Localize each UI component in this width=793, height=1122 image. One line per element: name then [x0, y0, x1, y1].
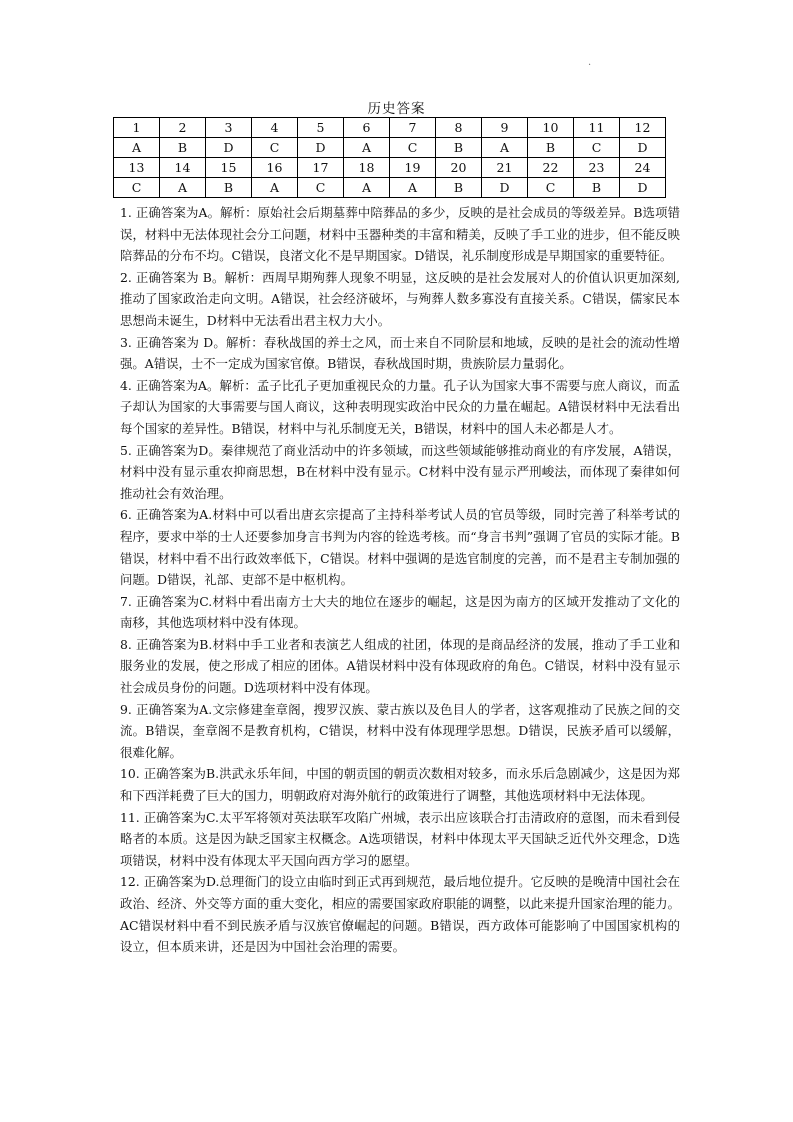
- table-cell: 12: [620, 118, 666, 138]
- table-cell: 4: [252, 118, 298, 138]
- explanation-paragraph: 11. 正确答案为C.太平军将领对英法联军攻陷广州城，表示出应该联合打击清政府的意图，而未看到侵略者的本质。这是因为缺乏国家主权概念。A选项错误，材料中体现太平天国缺乏近代外交理念，D选项错误，材料中没有体现太平天国向西方学习的愿望。: [120, 809, 680, 868]
- table-cell: 3: [206, 118, 252, 138]
- table-cell: A: [482, 138, 528, 158]
- table-cell: D: [482, 178, 528, 198]
- table-cell: 9: [482, 118, 528, 138]
- explanation-paragraph: 5. 正确答案为D。秦律规范了商业活动中的许多领域，而这些领域能够推动商业的有序发展，A错误，材料中没有显示重农抑商思想，B在材料中没有显示。C材料中没有显示严刑峻法，而体现了秦律如何推动社会有效治理。: [120, 442, 680, 501]
- answer-key-table: [113, 117, 666, 198]
- table-cell: 2: [160, 118, 206, 138]
- table-cell: 1: [114, 118, 160, 138]
- table-cell: A: [344, 138, 390, 158]
- explanation-paragraph: 6. 正确答案为A.材料中可以看出唐玄宗提高了主持科举考试人员的官员等级，同时完善了科举考试的程序，要求中举的士人还要参加身言书判为内容的铨选考核。而“身言书判”强调了官员的实际才能。B错误，材料中看不出行政效率低下，C错误。材料中强调的是选官制度的完善，而不是君主专制加强的问题。D错误，礼部、吏部不是中枢机构。: [120, 507, 680, 588]
- table-row: [114, 178, 666, 198]
- table-cell: 13: [114, 158, 160, 178]
- table-cell: 24: [620, 158, 666, 178]
- table-cell: 7: [390, 118, 436, 138]
- table-cell: 15: [206, 158, 252, 178]
- table-cell: 8: [436, 118, 482, 138]
- explanation-paragraph: 2. 正确答案为 B。解析：西周早期殉葬人现象不明显，这反映的是社会发展对人的价值认识更加深刻,推动了国家政治走向文明。A错误，社会经济破坏，与殉葬人数多寡没有直接关系。C错误，儒家民本思想尚未诞生，D材料中无法看出君主权力大小。: [120, 269, 680, 328]
- table-cell: A: [160, 178, 206, 198]
- table-cell: C: [574, 138, 620, 158]
- table-cell: B: [206, 178, 252, 198]
- table-cell: 17: [298, 158, 344, 178]
- table-cell: B: [528, 138, 574, 158]
- table-row: [114, 138, 666, 158]
- table-cell: A: [252, 178, 298, 198]
- explanation-paragraph: 4. 正确答案为A。解析：孟子比孔子更加重视民众的力量。孔子认为国家大事不需要与庶人商议，而孟子却认为国家的大事需要与国人商议，这种表明现实政治中民众的力量在崛起。A错误材料中无法看出每个国家的差异性。B错误，材料中与礼乐制度无关，B错误，材料中的国人未必都是人才。: [120, 377, 680, 436]
- explanation-paragraph: 3. 正确答案为 D。解析：春秋战国的养士之风，而士来自不同阶层和地域，反映的是社会的流动性增强。A错误，士不一定成为国家官僚。B错误，春秋战国时期，贵族阶层力量弱化。: [120, 334, 680, 372]
- table-row: [114, 158, 666, 178]
- explanation-paragraph: 7. 正确答案为C.材料中看出南方士大夫的地位在逐步的崛起，这是因为南方的区域开发推动了文化的南移，其他选项材料中没有体现。: [120, 593, 680, 631]
- explanation-paragraph: 9. 正确答案为A.文宗修建奎章阁，搜罗汉族、蒙古族以及色目人的学者，这客观推动了民族之间的交流。B错误，奎章阁不是教育机构，C错误，材料中没有体现理学思想。D错误，民族矛盾可以缓解，很难化解。: [120, 701, 680, 760]
- table-cell: 18: [344, 158, 390, 178]
- table-row: [114, 118, 666, 138]
- table-cell: 21: [482, 158, 528, 178]
- explanations: [120, 202, 680, 958]
- table-cell: D: [620, 138, 666, 158]
- table-cell: 10: [528, 118, 574, 138]
- scan-mark: ·: [588, 60, 592, 71]
- table-cell: 23: [574, 158, 620, 178]
- table-cell: 11: [574, 118, 620, 138]
- table-cell: 19: [390, 158, 436, 178]
- table-cell: D: [620, 178, 666, 198]
- table-cell: C: [252, 138, 298, 158]
- page-title: 历史答案: [367, 101, 426, 117]
- table-cell: A: [344, 178, 390, 198]
- table-cell: D: [206, 138, 252, 158]
- table-cell: 5: [298, 118, 344, 138]
- table-cell: B: [160, 138, 206, 158]
- table-cell: D: [298, 138, 344, 158]
- explanation-paragraph: 12. 正确答案为D.总理衙门的设立由临时到正式再到规范，最后地位提升。它反映的是晚清中国社会在政治、经济、外交等方面的重大变化，相应的需要国家政府职能的调整，以此来提升国家治理的能力。AC错误材料中看不到民族矛盾与汉族官僚崛起的问题。B错误，西方政体可能影响了中国国家机构的设立，但本质来讲，还是因为中国社会治理的需要。: [120, 874, 680, 955]
- table-cell: B: [436, 138, 482, 158]
- table-cell: 14: [160, 158, 206, 178]
- table-cell: C: [528, 178, 574, 198]
- table-cell: A: [390, 178, 436, 198]
- table-cell: C: [298, 178, 344, 198]
- table-cell: B: [436, 178, 482, 198]
- explanation-paragraph: 10. 正确答案为B.洪武永乐年间，中国的朝贡国的朝贡次数相对较多，而永乐后急剧减少，这是因为郑和下西洋耗费了巨大的国力，明朝政府对海外航行的政策进行了调整，其他选项材料中无法体现。: [120, 766, 680, 804]
- explanation-paragraph: 1. 正确答案为A。解析：原始社会后期墓葬中陪葬品的多少，反映的是社会成员的等级差异。B选项错误，材料中无法体现社会分工问题，材料中玉器种类的丰富和精美，反映了手工业的进步，但不能反映陪葬品的分布不均。C错误，良渚文化不是早期国家。D错误，礼乐制度形成是早期国家的重要特征。: [120, 205, 680, 264]
- table-cell: C: [390, 138, 436, 158]
- table-cell: B: [574, 178, 620, 198]
- table-cell: 6: [344, 118, 390, 138]
- table-cell: 20: [436, 158, 482, 178]
- explanation-paragraph: 8. 正确答案为B.材料中手工业者和表演艺人组成的社团，体现的是商品经济的发展，推动了手工业和服务业的发展，使之形成了相应的团体。A错误材料中没有体现政府的角色。C错误，材料中没有显示社会成员身份的问题。D选项材料中没有体现。: [120, 636, 680, 696]
- table-cell: C: [114, 178, 160, 198]
- table-cell: A: [114, 138, 160, 158]
- table-cell: 16: [252, 158, 298, 178]
- table-cell: 22: [528, 158, 574, 178]
